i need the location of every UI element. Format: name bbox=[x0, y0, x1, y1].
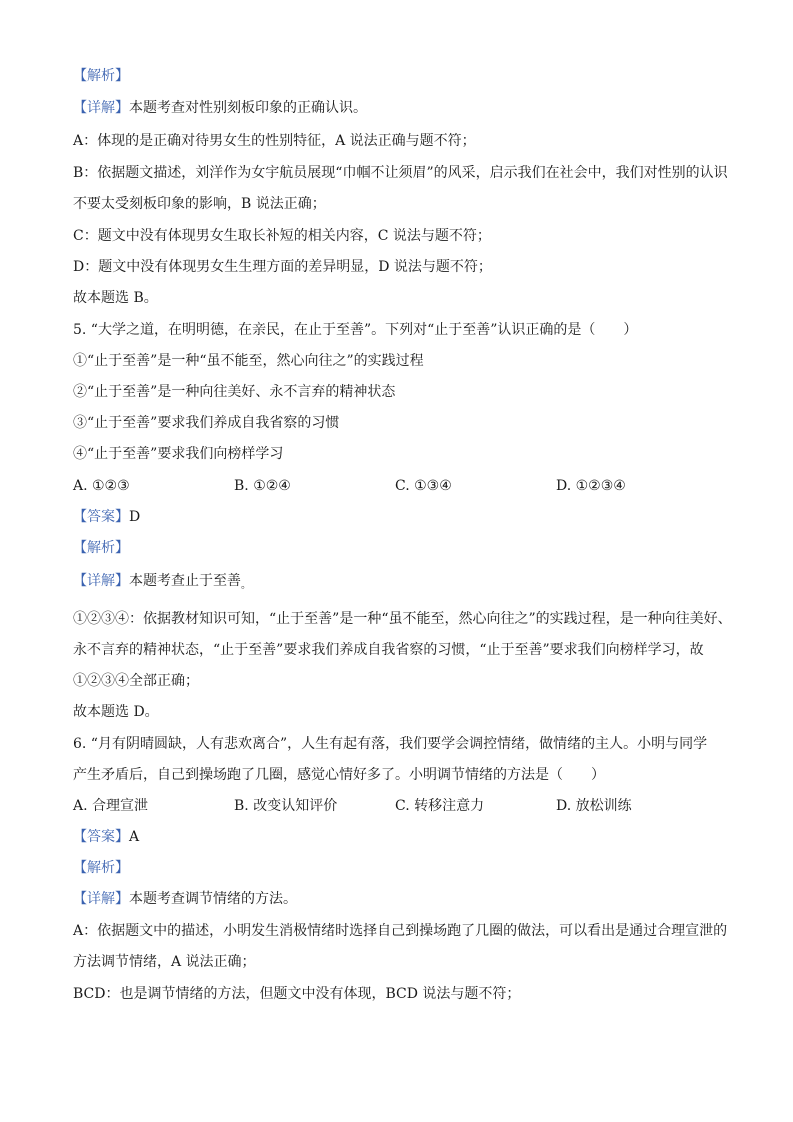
q4-explanation-a: A：体现的是正确对待男女生的性别特征，A 说法正确与题不符； bbox=[73, 133, 476, 149]
answer-tag: 【答案】 bbox=[73, 829, 129, 845]
q6-stem-line-1: 6. “月有阴晴圆缺，人有悲欢离合”，人生有起有落，我们要学会调控情绪，做情绪的主人。小明与同学 bbox=[73, 736, 708, 752]
q5-explanation-3: ①②③④全部正确； bbox=[73, 673, 199, 689]
q6-explanation-2: 方法调节情绪，A 说法正确； bbox=[73, 954, 256, 970]
q5-statement-1: ①“止于至善”是一种“虽不能至，然心向往之”的实践过程 bbox=[73, 353, 424, 369]
q6-answer: A bbox=[129, 829, 140, 845]
q4-analysis-heading bbox=[73, 66, 733, 86]
q6-option-d: D. 放松训练 bbox=[556, 798, 632, 814]
q6-stem-line-2: 产生矛盾后，自己到操场跑了几圈，感觉心情好多了。小明调节情绪的方法是（ ） bbox=[73, 767, 605, 783]
analysis-tag: 【解析】 bbox=[73, 860, 129, 876]
analysis-tag: 【解析】 bbox=[73, 540, 129, 556]
q5-conclusion: 故本题选 D。 bbox=[73, 704, 159, 720]
q6-option-c: C. 转移注意力 bbox=[395, 798, 485, 814]
q5-options bbox=[73, 476, 733, 496]
q5-option-d: D. ①②③④ bbox=[556, 478, 626, 494]
q5-statement-2: ②“止于至善”是一种向往美好、永不言弃的精神状态 bbox=[73, 384, 396, 400]
q5-statement-4: ④“止于至善”要求我们向榜样学习 bbox=[73, 446, 284, 462]
detail-tag: 【详解】 bbox=[73, 573, 129, 589]
q5-option-b: B. ①②④ bbox=[234, 478, 291, 494]
q5-analysis-heading bbox=[73, 538, 733, 558]
q5-statement-3: ③“止于至善”要求我们养成自我省察的习惯 bbox=[73, 415, 340, 431]
q6-option-b: B. 改变认知评价 bbox=[234, 798, 338, 814]
q5-explanation-2: 永不言弃的精神状态，“止于至善”要求我们养成自我省察的习惯，“止于至善”要求我们向榜样学习，故 bbox=[73, 642, 704, 658]
q6-detail-text: 本题考查调节情绪的方法。 bbox=[129, 891, 297, 907]
q6-explanation-1: A：依据题文中的描述，小明发生消极情绪时选择自己到操场跑了几圈的做法，可以看出是通过合理宣泄的 bbox=[73, 923, 728, 939]
q6-analysis-heading bbox=[73, 858, 733, 878]
detail-tag: 【详解】 bbox=[73, 891, 129, 907]
q5-option-a: A. ①②③ bbox=[73, 478, 130, 494]
q4-explanation-d: D：题文中没有体现男女生生理方面的差异明显，D 说法与题不符； bbox=[73, 259, 492, 275]
q5-detail-text: 本题考查止于至善 bbox=[129, 573, 241, 589]
q5-option-c: C. ①③④ bbox=[395, 478, 452, 494]
q6-answer-line bbox=[73, 827, 733, 847]
q5-answer: D bbox=[129, 509, 141, 525]
q4-detail-text: 本题考查对性别刻板印象的正确认识。 bbox=[129, 100, 367, 116]
q5-explanation-1: ①②③④：依据教材知识可知，“止于至善”是一种“虽不能至，然心向往之”的实践过程，是一种向往美好、 bbox=[73, 611, 732, 627]
q5-stem: 5. “大学之道，在明明德，在亲民，在止于至善”。下列对“止于至善”认识正确的是（ ） bbox=[73, 322, 638, 338]
q5-answer-line bbox=[73, 507, 733, 527]
q5-detail-line bbox=[73, 571, 733, 596]
q6-options bbox=[73, 796, 733, 816]
q6-explanation-3: BCD：也是调节情绪的方法，但题文中没有体现，BCD 说法与题不符； bbox=[73, 986, 521, 1002]
q6-option-a: A. 合理宣泄 bbox=[73, 798, 149, 814]
q4-explanation-c: C：题文中没有体现男女生取长补短的相关内容，C 说法与题不符； bbox=[73, 228, 491, 244]
answer-tag: 【答案】 bbox=[73, 509, 129, 525]
q4-explanation-b: B：依据题文描述，刘洋作为女宇航员展现“巾帼不让须眉”的风采，启示我们在社会中，我们对性别的认识 bbox=[73, 165, 728, 181]
detail-tag: 【详解】 bbox=[73, 100, 129, 116]
q5-detail-period: 。 bbox=[241, 580, 251, 591]
q6-detail-line bbox=[73, 889, 733, 909]
analysis-tag: 【解析】 bbox=[73, 68, 129, 84]
q4-detail-line bbox=[73, 98, 733, 118]
q4-conclusion: 故本题选 B。 bbox=[73, 290, 158, 306]
q4-explanation-b-cont: 不要太受刻板印象的影响，B 说法正确； bbox=[73, 196, 326, 212]
